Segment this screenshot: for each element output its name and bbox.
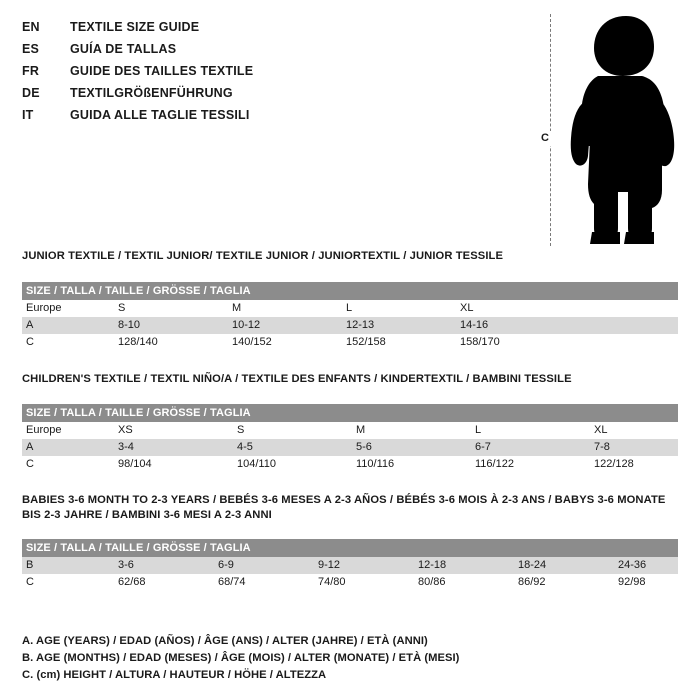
- junior-size-table: [22, 282, 678, 351]
- legend-footer: [22, 633, 682, 684]
- language-title: TEXTILE SIZE GUIDE: [70, 20, 200, 34]
- cell: 18-24: [514, 557, 614, 574]
- table-row: [22, 334, 678, 351]
- cell: XS: [114, 422, 233, 439]
- row-label: Europe: [22, 422, 114, 439]
- language-row: [22, 42, 522, 62]
- cell: 128/140: [114, 334, 228, 351]
- language-code: ES: [22, 42, 40, 56]
- row-label: C: [22, 574, 114, 591]
- cell: 140/152: [228, 334, 342, 351]
- cell: 9-12: [314, 557, 414, 574]
- cell: 62/68: [114, 574, 214, 591]
- cell: 98/104: [114, 456, 233, 473]
- table-header-label: SIZE / TALLA / TAILLE / GRÖSSE / TAGLIA: [26, 285, 251, 297]
- table-row: [22, 317, 678, 334]
- cell: XL: [456, 300, 678, 317]
- table-row: [22, 456, 678, 473]
- language-code: IT: [22, 108, 34, 122]
- row-label: C: [22, 334, 114, 351]
- cell: 10-12: [228, 317, 342, 334]
- legend-line-age-months: B. AGE (MONTHS) / EDAD (MESES) / ÂGE (MOIS) / ALTER (MONATE) / ETÀ (MESI): [22, 652, 460, 664]
- table-header-label: SIZE / TALLA / TAILLE / GRÖSSE / TAGLIA: [26, 542, 251, 554]
- cell: 104/110: [233, 456, 352, 473]
- language-title: TEXTILGRÖßENFÜHRUNG: [70, 86, 233, 100]
- cell: 74/80: [314, 574, 414, 591]
- section-caption-babies: BABIES 3-6 MONTH TO 2-3 YEARS / BEBÉS 3-6 MESES A 2-3 AÑOS / BÉBÉS 3-6 MOIS À 2-3 ANS / BABYS 3-6 MONATE BIS 2-3 JAHRE / BAMBINI 3-6 MESI A 2-3 ANNI: [22, 494, 666, 521]
- babies-size-table: [22, 539, 678, 591]
- cell: M: [352, 422, 471, 439]
- cell: 12-18: [414, 557, 514, 574]
- cell: 152/158: [342, 334, 456, 351]
- table-row: [22, 300, 678, 317]
- table-row: [22, 574, 678, 591]
- table-row: [22, 557, 678, 574]
- cell: 3-6: [114, 557, 214, 574]
- cell: 7-8: [590, 439, 678, 456]
- cell: 68/74: [214, 574, 314, 591]
- language-code: FR: [22, 64, 40, 78]
- cell: L: [471, 422, 590, 439]
- language-title: GUÍA DE TALLAS: [70, 42, 177, 56]
- row-label: Europe: [22, 300, 114, 317]
- cell: 8-10: [114, 317, 228, 334]
- cell: 4-5: [233, 439, 352, 456]
- height-measure-figure: [520, 6, 690, 256]
- language-row: [22, 86, 522, 106]
- row-label: A: [22, 317, 114, 334]
- section-caption-children: CHILDREN'S TEXTILE / TEXTIL NIÑO/A / TEXTILE DES ENFANTS / KINDERTEXTIL / BAMBINI TESSILE: [22, 373, 572, 385]
- cell: 6-9: [214, 557, 314, 574]
- legend-line-height: C. (cm) HEIGHT / ALTURA / HAUTEUR / HÖHE / ALTEZZA: [22, 669, 327, 681]
- cell: 86/92: [514, 574, 614, 591]
- table-row: [22, 439, 678, 456]
- child-silhouette-icon: [562, 14, 682, 246]
- measure-dashed-line: [550, 14, 551, 246]
- table-header-row: [22, 282, 678, 300]
- cell: 3-4: [114, 439, 233, 456]
- language-header: [22, 20, 522, 130]
- language-title: GUIDE DES TAILLES TEXTILE: [70, 64, 254, 78]
- table-header-row: [22, 404, 678, 422]
- cell: 110/116: [352, 456, 471, 473]
- cell: 6-7: [471, 439, 590, 456]
- section-caption-junior: JUNIOR TEXTILE / TEXTIL JUNIOR/ TEXTILE JUNIOR / JUNIORTEXTIL / JUNIOR TESSILE: [22, 250, 504, 262]
- cell: 158/170: [456, 334, 678, 351]
- language-row: [22, 108, 522, 128]
- language-title: GUIDA ALLE TAGLIE TESSILI: [70, 108, 250, 122]
- cell: M: [228, 300, 342, 317]
- cell: 122/128: [590, 456, 678, 473]
- cell: 24-36: [614, 557, 678, 574]
- cell: 12-13: [342, 317, 456, 334]
- cell: 80/86: [414, 574, 514, 591]
- cell: 14-16: [456, 317, 678, 334]
- cell: 92/98: [614, 574, 678, 591]
- language-code: EN: [22, 20, 40, 34]
- cell: S: [233, 422, 352, 439]
- row-label: A: [22, 439, 114, 456]
- cell: 5-6: [352, 439, 471, 456]
- cell: XL: [590, 422, 678, 439]
- cell: 116/122: [471, 456, 590, 473]
- table-header-label: SIZE / TALLA / TAILLE / GRÖSSE / TAGLIA: [26, 407, 251, 419]
- row-label: B: [22, 557, 114, 574]
- cell: L: [342, 300, 456, 317]
- children-size-table: [22, 404, 678, 473]
- table-header-row: [22, 539, 678, 557]
- legend-line-age-years: A. AGE (YEARS) / EDAD (AÑOS) / ÂGE (ANS) / ALTER (JAHRE) / ETÀ (ANNI): [22, 635, 428, 647]
- row-label: C: [22, 456, 114, 473]
- cell: S: [114, 300, 228, 317]
- table-row: [22, 422, 678, 439]
- language-row: [22, 64, 522, 84]
- measure-label: C: [538, 131, 552, 146]
- language-row: [22, 20, 522, 40]
- language-code: DE: [22, 86, 40, 100]
